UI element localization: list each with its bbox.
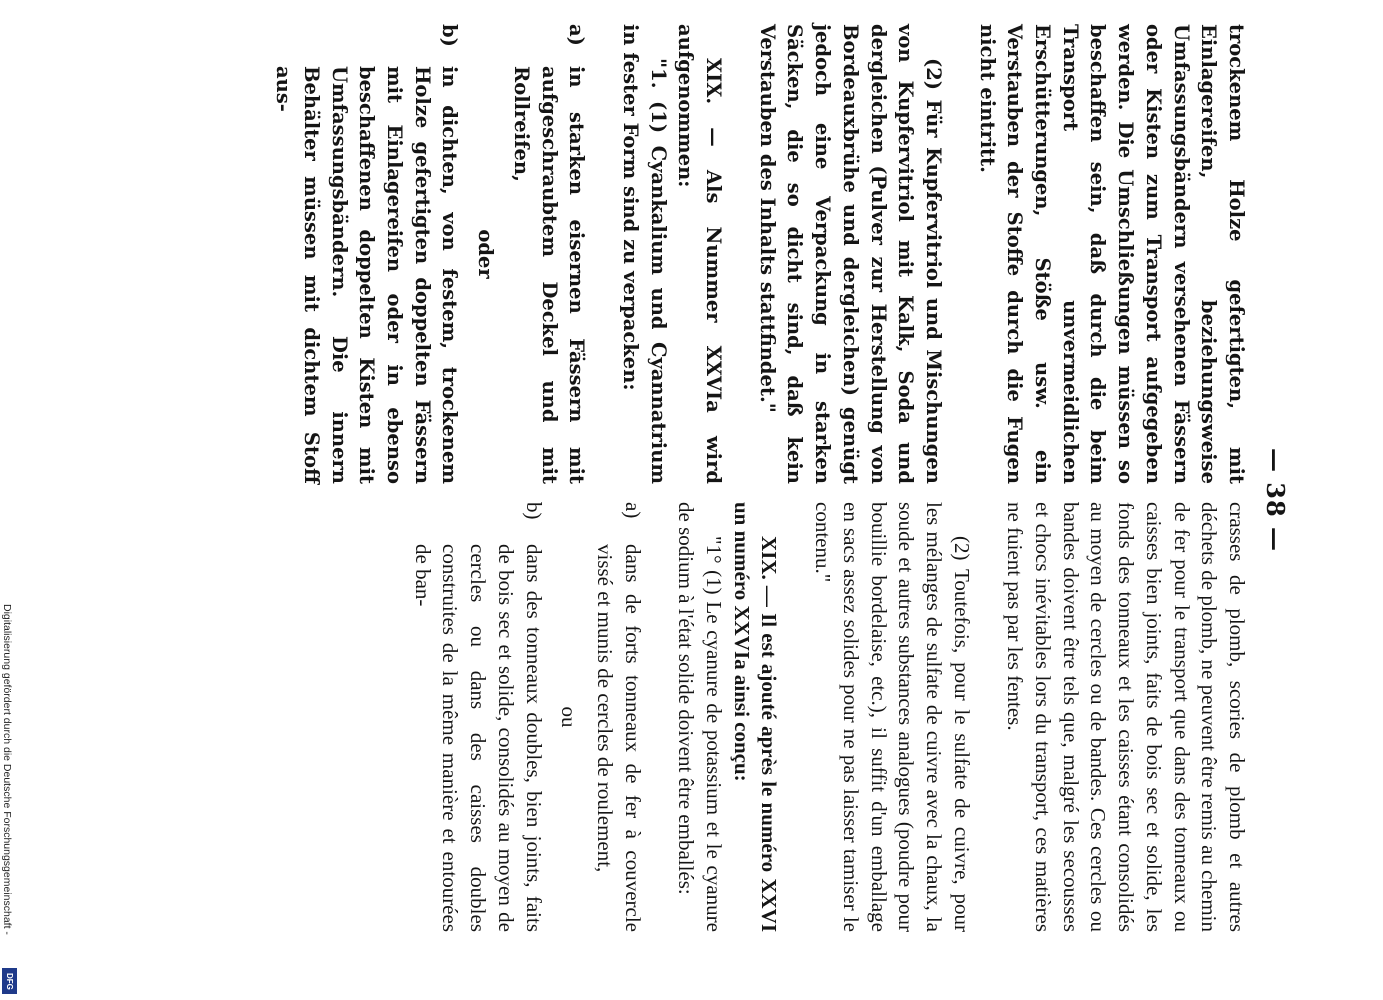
german-column: [270, 24, 1251, 484]
french-item-b-text: dans des tonneaux doubles, bien joints, faits de bois sec et solide, consolidés au moyen de cercles ou dans des caisses doubles construites de la même manière et entourées de ban-: [410, 544, 546, 932]
german-item-a-label: a): [565, 24, 589, 46]
german-item-a-text: in starken eisernen Fässern mit aufgeschraubtem Deckel und mit Rollreifen,: [509, 66, 589, 484]
french-column: [408, 502, 1250, 932]
german-item-b-text: in dichten, von festem, trockenem Holze gefertigten doppelten Fässern mit Einlagereifen oder in ebenso beschaffenen doppelten Kisten mit Umfassungsbändern. Die innern Behälter müssen mit dichtem Stoff aus-: [272, 66, 462, 484]
french-section-heading: XIX. — Il est ajouté après le numéro XXVI un numéro XXVIa ainsi conçu:: [729, 502, 782, 932]
french-item-a: [590, 502, 645, 932]
french-paragraph-1: crasses de plomb, scories de plomb et autres déchets de plomb, ne peuvent être remis au chemin de fer pour le transport que dans des tonneaux ou caisses bien joints, faits de bois sec et solide, les fonds des tonneaux et les caisses étant consolidés au moyen de cercles ou de bandes. Ces cercles ou bandes doivent être tels que, malgré les secousses et chocs inévitables lors du transport, ces matières ne fuient pas par les fentes.: [1003, 502, 1249, 932]
dfg-logo: DFG: [2, 968, 17, 994]
french-item-b: [408, 502, 547, 932]
french-item-a-text: dans de forts tonneaux de fer à couvercle vissé et munis de cercles de roulement,: [592, 544, 645, 932]
german-paragraph-3: "1. (1) Cyankalium und Cyannatrium in fester Form sind zu verpacken:: [618, 24, 670, 484]
french-item-a-label: a): [620, 502, 645, 519]
page-number: — 38 —: [1261, 447, 1290, 553]
french-ou: ou: [557, 706, 582, 728]
french-item-b-label: b): [521, 502, 546, 520]
footer-credit-text: Digitalisierung gefördert durch die Deutsche Forschungsgemeinschaft -: [1, 604, 13, 935]
french-paragraph-3: "1° (1) Le cyanure de potassium et le cyanure de sodium à l'état solide doivent être emballés:: [674, 502, 727, 932]
german-section-heading: XIX. — Als Nummer XXVIa wird aufgenommen:: [674, 24, 726, 484]
german-item-b-label: b): [438, 24, 462, 47]
german-oder: oder: [474, 229, 498, 279]
german-paragraph-2: (2) Für Kupfervitriol und Mischungen von Kupfervitriol mit Kalk, Soda und dergleichen (Pulver zur Herstellung von Bordeauxbrühe und dergleichen) genügt jedoch eine Verpackung in starken Säcken, die so dicht sind, daß kein Verstauben des Inhalts stattfindet.": [755, 24, 945, 484]
german-item-b: [270, 24, 464, 484]
german-item-a: [507, 24, 590, 484]
digitization-footer: [0, 0, 20, 1000]
french-paragraph-2: (2) Toutefois, pour le sulfate de cuivre, pour les mélanges de sulfate de cuivre avec la chaux, la soude et autres substances analogues (poudre pour bouillie bordelaise, etc.), il suffit d'un emballage en sacs assez solides pour ne pas laisser tamiser le contenu.": [811, 502, 974, 932]
german-paragraph-1: trockenem Holze gefertigten, mit Einlagereifen, beziehungsweise Umfassungsbändern versehenen Fässern oder Kisten zum Transport aufgegeben werden. Die Umschließungen müssen so beschaffen sein, daß durch die beim Transport unvermeidlichen Erschütterungen, Stöße usw. ein Verstauben der Stoffe durch die Fugen nicht eintritt.: [975, 24, 1248, 484]
